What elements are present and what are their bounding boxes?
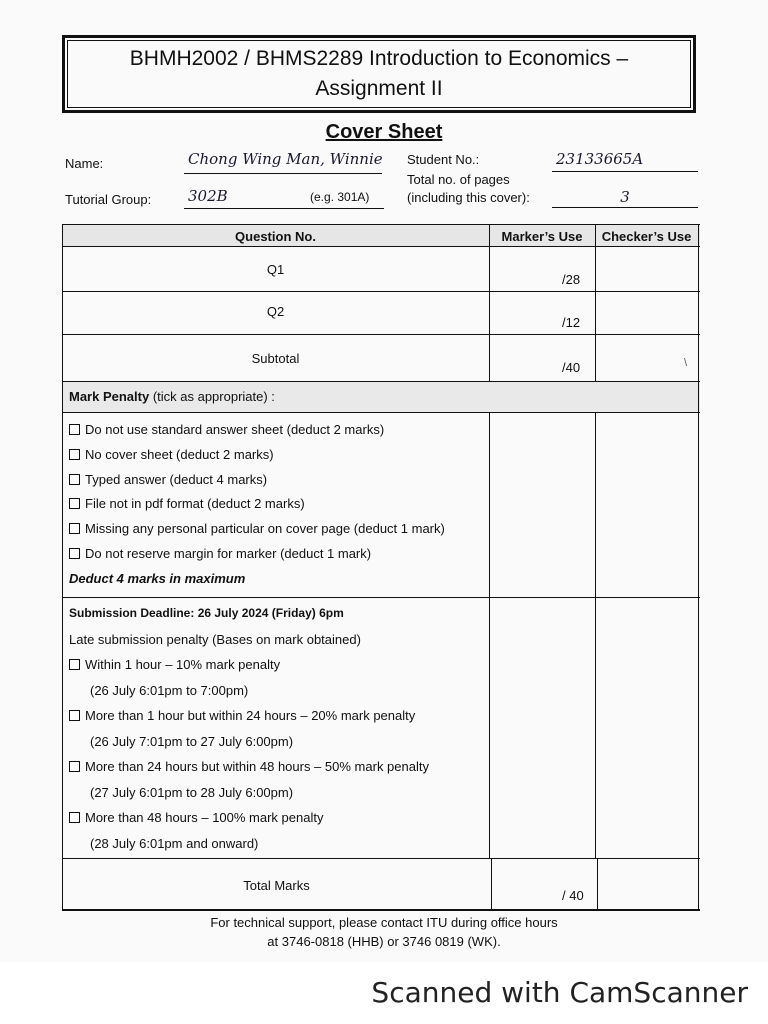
col-checker-header: Checker’s Use — [601, 229, 692, 244]
list-item[interactable]: File not in pdf format (deduct 2 marks) — [69, 492, 445, 517]
student-no-label: Student No.: — [407, 152, 480, 167]
list-item[interactable]: Missing any personal particular on cover page (deduct 1 mark) — [69, 517, 445, 542]
list-item[interactable]: Typed answer (deduct 4 marks) — [69, 468, 445, 493]
total-marks-max: / 40 — [562, 888, 584, 903]
checkbox[interactable] — [69, 474, 80, 485]
list-item[interactable]: Do not reserve margin for marker (deduct 1 mark) — [69, 542, 445, 567]
checkbox[interactable] — [69, 424, 80, 435]
list-item[interactable]: More than 1 hour but within 24 hours – 20% mark penalty — [69, 703, 429, 729]
row-label-subtotal: Subtotal — [251, 351, 300, 366]
row-label-q1: Q1 — [266, 262, 285, 277]
tutorial-example: (e.g. 301A) — [310, 190, 370, 204]
cover-sheet-heading: Cover Sheet — [325, 121, 443, 143]
penalty-max-note: Deduct 4 marks in maximum — [69, 570, 246, 586]
penalty-hint: (tick as appropriate) : — [149, 389, 275, 404]
row-max-q2: /12 — [562, 315, 581, 330]
row-max-q1: /28 — [562, 272, 581, 287]
footer-note — [0, 913, 768, 951]
name-field[interactable]: Chong Wing Man, Winnie — [184, 150, 382, 174]
checkbox[interactable] — [69, 498, 80, 509]
footer-line-2: at 3746-0818 (HHB) or 3746 0819 (WK). — [267, 934, 501, 949]
checkbox[interactable] — [69, 659, 80, 670]
checkbox[interactable] — [69, 523, 80, 534]
tutorial-group-label: Tutorial Group: — [65, 192, 152, 207]
document-title — [79, 44, 679, 104]
row-max-subtotal: /40 — [562, 360, 581, 375]
pages-field[interactable]: 3 — [552, 188, 698, 208]
list-item[interactable]: Within 1 hour – 10% mark penalty — [69, 652, 429, 678]
penalty-heading — [69, 389, 275, 404]
list-item-sub: (26 July 6:01pm to 7:00pm) — [90, 682, 249, 698]
col-marker-header: Marker’s Use — [501, 229, 583, 244]
title-line-2: Assignment II — [315, 77, 443, 100]
name-label: Name: — [65, 156, 104, 171]
checkbox[interactable] — [69, 449, 80, 460]
list-item[interactable]: Do not use standard answer sheet (deduct 2 marks) — [69, 418, 445, 443]
list-item[interactable]: More than 24 hours but within 48 hours – 50% mark penalty — [69, 754, 429, 780]
row-label-q2: Q2 — [266, 304, 285, 319]
list-item-sub: (28 July 6:01pm and onward) — [90, 835, 259, 851]
camscanner-watermark: Scanned with CamScanner — [371, 976, 748, 1009]
deadline-text: Submission Deadline: 26 July 2024 (Friday) 6pm — [69, 606, 344, 620]
checkbox[interactable] — [69, 548, 80, 559]
list-item-sub: (26 July 7:01pm to 27 July 6:00pm) — [90, 733, 294, 749]
list-item[interactable]: More than 48 hours – 100% mark penalty — [69, 805, 429, 831]
total-marks-label: Total Marks — [243, 878, 310, 893]
marks-table — [62, 224, 700, 911]
pages-label-1: Total no. of pages — [407, 172, 510, 187]
list-item-sub: (27 July 6:01pm to 28 July 6:00pm) — [90, 784, 294, 800]
list-item[interactable]: No cover sheet (deduct 2 marks) — [69, 443, 445, 468]
title-box — [62, 35, 696, 113]
late-title: Late submission penalty (Bases on mark obtained) — [69, 631, 361, 647]
title-line-1: BHMH2002 / BHMS2289 Introduction to Economics – — [129, 47, 629, 70]
checkbox[interactable] — [69, 812, 80, 823]
col-question-header: Question No. — [235, 229, 316, 244]
late-penalty-list — [69, 601, 429, 856]
footer-line-1: For technical support, please contact ITU during office hours — [210, 915, 558, 930]
student-no-field[interactable]: 23133665A — [552, 150, 698, 172]
checkbox[interactable] — [69, 761, 80, 772]
checker-mark: \ — [684, 357, 688, 369]
pages-label-2: (including this cover): — [407, 190, 530, 205]
checkbox[interactable] — [69, 710, 80, 721]
tutorial-group-field[interactable]: 302B — [184, 187, 384, 209]
penalty-title: Mark Penalty — [69, 389, 150, 404]
penalty-list — [69, 418, 445, 592]
